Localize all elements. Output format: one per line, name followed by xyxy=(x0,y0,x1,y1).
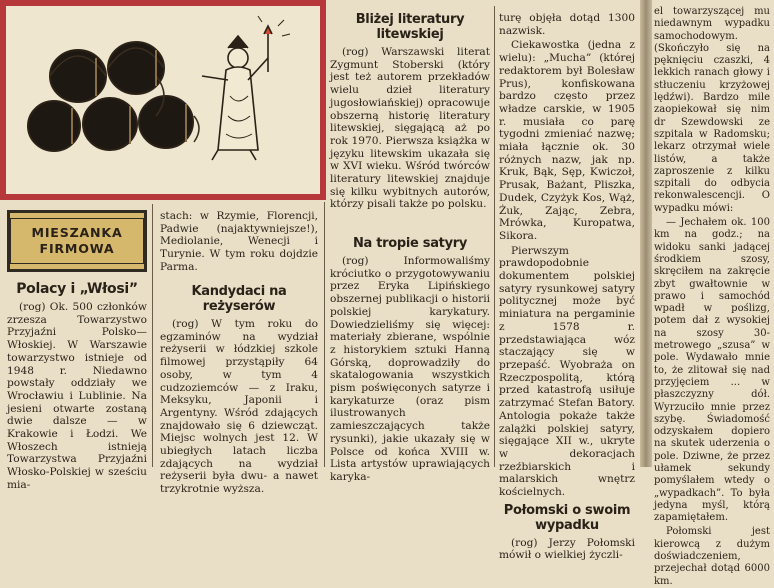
column-left-top xyxy=(160,210,318,276)
section-kicker xyxy=(7,210,147,272)
para-r3: Połomski jest kierowcą z dużym doświadczeniem, przejechał dotąd 6000 km. xyxy=(654,526,770,587)
body-kandydaci: (rog) W tym roku do egzaminów na wydział reżyserii w łódzkiej szkole filmowej przystąpiły 64 osoby, w tym 4 cudzoziemców — z Iraku, Meksyku, Japonii i Argentyny. Wśród zdających znajdowało się 6 dziewcząt. Miejsc wolnych jest 12. W ubiegłych latach liczba zdających na wydział reżyserii była dwu- a nawet trzykrotnie wyższa. xyxy=(160,318,318,496)
illustration xyxy=(6,6,320,194)
article-kandydaci xyxy=(160,280,318,498)
column-divider xyxy=(152,204,153,467)
section-kicker-label: MIESZANKA FIRMOWA xyxy=(10,218,144,264)
headline-kandydaci: Kandydaci na reżyserów xyxy=(191,284,287,314)
column-mid-right xyxy=(499,12,635,564)
column-right xyxy=(654,6,770,587)
body-polacy: (rog) Ok. 500 członków zrzesza Towarzystwo Przyjaźni Polsko—Włoskiej. W Warszawie towarzystwo istnieje od 1948 r. Niedawno powstały oddziały we Wrocławiu i Lublinie. Na jesieni otwarte zostaną dwie dalsze — w Krakowie i Łodzi. We Włoszech istnieją Towarzystwa Przyjaźni Włosko-Polskiej w sześciu mia- xyxy=(7,301,147,491)
column-divider xyxy=(494,6,495,467)
body-blizej: (rog) Warszawski literat Zygmunt Stoberski (który jest też autorem przekładów wielu dzieł literatury jugosłowiańskiej) opracowuje obszerną historię literatury litewskiej, sięgającą aż po rok 1970. Pierwsza książka w języku litewskim ukazała się w XVI wieku. Wśród twórców literatury litewskiej znajduje się kilku wybitnych autorów, którzy pisali także po polsku. xyxy=(330,46,490,211)
headline-polomski: Połomski o swoim wypadku xyxy=(503,502,631,533)
para-4: (rog) Jerzy Połomski mówił o wielkiej życzli- xyxy=(499,536,635,562)
headline-polacy: Polacy i „Włosi” xyxy=(16,281,138,297)
para-r2: — Jechałem ok. 100 km na godz.; na widoku sanki jadącej środkiem szosy, skręciłem na zakręcie zbyt gwałtownie w prawo i samochód wpadł w poślizg, potem dał z wysokiej na szosy 30-metrowego „szusa” w pole. Wydawało mnie to, że zlitował się nad przyjęciem ... w płaszczyzny dół. Wyrzuciło mnie przez szybę. Świadomość odzyskałem dopiero na skutek uderzenia o pole. Dziwne, że przez ułamek sekundy pomyślałem wtedy o „wypadkach”. To była jedyna myśl, którą zapamiętałem. xyxy=(654,217,770,524)
para-3: Pierwszym prawdopodobnie dokumentem polskiej satyry rysunkowej satyry politycznej może być miniatura na pergaminie z 1578 r. przedstawiająca wóz staczający się w przepaść. Wyobraża on Rzeczpospolitą, którą przed katastrofą usiłuje zatrzymać Stefan Batory. Antologia pokaże także zalążki polskiej satyry, sięgające XII w., ukryte w dekoracjach rzeźbiarskich i malarskich wnętrz kościelnych. xyxy=(499,244,635,499)
column-divider xyxy=(324,202,325,467)
article-polacy xyxy=(7,278,147,494)
article-satyra xyxy=(330,232,490,486)
barrels-figure-icon xyxy=(6,6,320,194)
article-blizej xyxy=(330,8,490,213)
page-fold xyxy=(640,0,652,467)
headline-satyra: Na tropie satyry xyxy=(352,236,468,251)
body-satyra: (rog) Informowaliśmy króciutko o przygotowywaniu przez Eryka Lipińskiego obszernej publikacji o historii polskiej karykatury. Dowiedzieliśmy się więcej: materiały zbierane, wspólnie z historykiem sztuki Hanną Górską, doprowadziły do skatalogowania wszystkich pism poświęconych satyrze i karykaturze (oraz pism ilustrowanych zamieszczających także rysunki), jakie ukazały się w Polsce od końca XVIII w. Lista artystów uprawiających karyka- xyxy=(330,255,490,483)
headline-blizej: Bliżej literatury litewskiej xyxy=(355,12,465,42)
para-2: Ciekawostka (jedna z wielu): „Mucha” (której redaktorem był Bolesław Prus), konfiskowana bardzo często przez władze carskie, w 1905 r. musiała co parę tygodni zmieniać nazwę; miała łącznie ok. 30 różnych nazw, jak np. Kruk, Bąk, Sęp, Kwiczoł, Prusak, Bażant, Pliszka, Dudek, Czyżyk Kos, Wąż, Żuk, Zając, Zebra, Mrówka, Kuropatwa, Sikora. xyxy=(499,39,635,242)
para-r1: el towarzyszącej mu niedawnym wypadku samochodowym. (Skończyło się na pęknięciu czaszki, 4 lekkich ranach głowy i stłuczeniu krzyżowej lędźwi). Bardzo mile zaopiekował się nim dr Szewdowski ze szpitala w Radomsku; lekarz otrzymał wiele listów, a także zaproszenie z kilku szpitali do odbycia rekonwalescencji. O wypadku mówi: xyxy=(654,6,770,214)
text-continuation: stach: w Rzymie, Florencji, Padwie (najaktywniejsze!), Mediolanie, Wenecji i Turynie. W tym roku dojdzie Parma. xyxy=(160,210,318,273)
para-1: turę objęła dotąd 1300 nazwisk. xyxy=(499,12,635,37)
